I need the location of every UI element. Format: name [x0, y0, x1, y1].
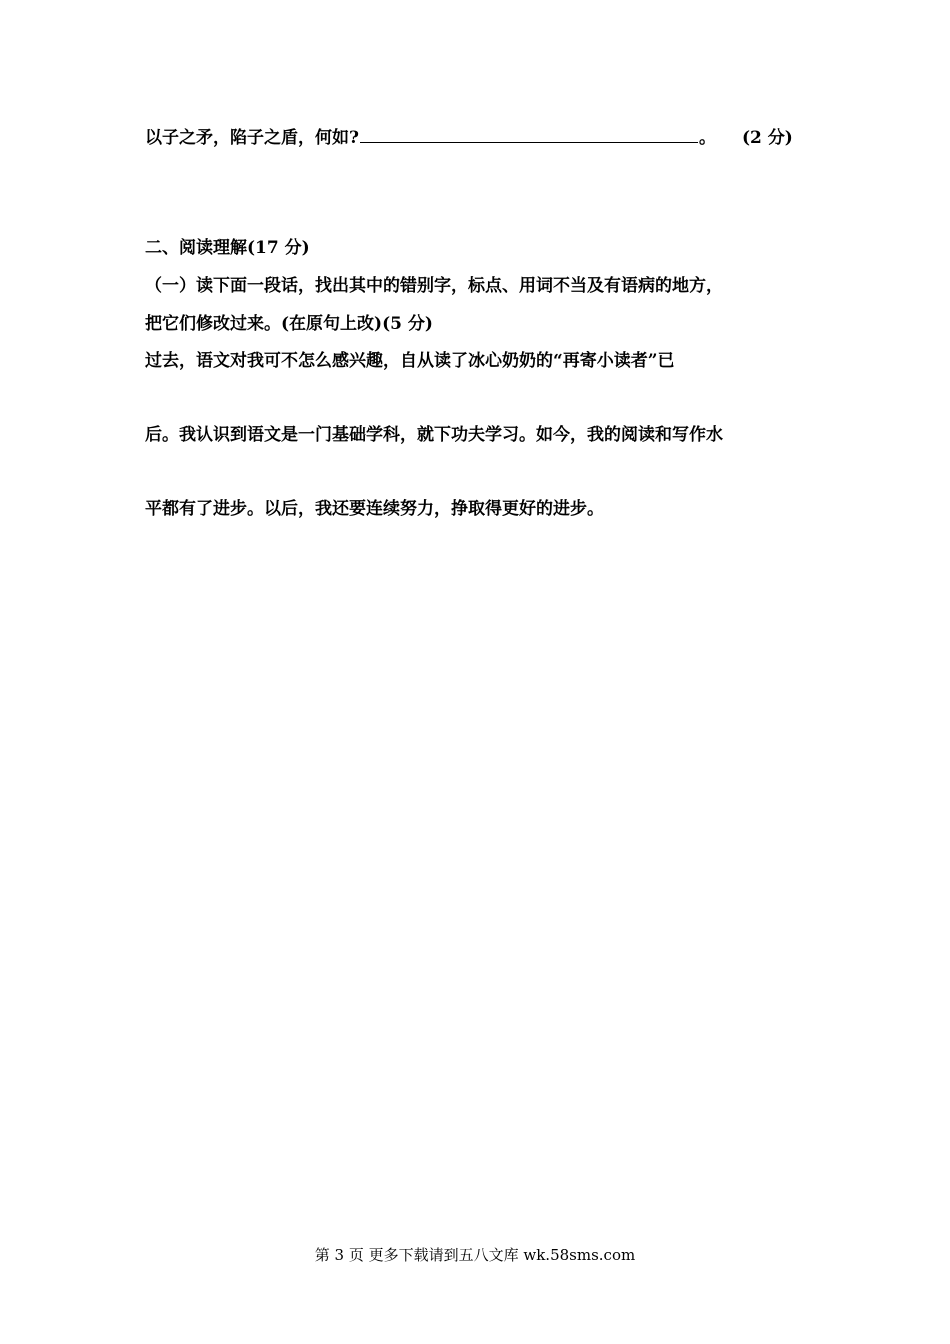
- passage-line: 后。我认识到语文是一门基础学科，就下功夫学习。如今，我的阅读和写作水: [145, 425, 723, 445]
- question-suffix: 。: [698, 128, 716, 148]
- page-footer: 第 3 页 更多下载请到五八文库 wk.58sms.com: [314, 1246, 636, 1264]
- question-fill-blank: [145, 126, 793, 149]
- instruction-line-2: 把它们修改过来。(在原句上改)(5 分): [145, 314, 433, 334]
- question-prefix: 以子之矛，陷子之盾，何如?: [145, 128, 359, 148]
- question-score: (2 分): [741, 128, 793, 148]
- section-heading: 二、阅读理解(17 分): [145, 238, 310, 258]
- passage-line: 过去，语文对我可不怎么感兴趣，自从读了冰心奶奶的“再寄小读者”已: [145, 351, 675, 371]
- answer-blank-line: [360, 126, 698, 143]
- instruction-line-1: （一）读下面一段话，找出其中的错别字，标点、用词不当及有语病的地方，: [145, 276, 723, 296]
- passage-line: 平都有了进步。以后，我还要连续努力，挣取得更好的进步。: [145, 499, 604, 519]
